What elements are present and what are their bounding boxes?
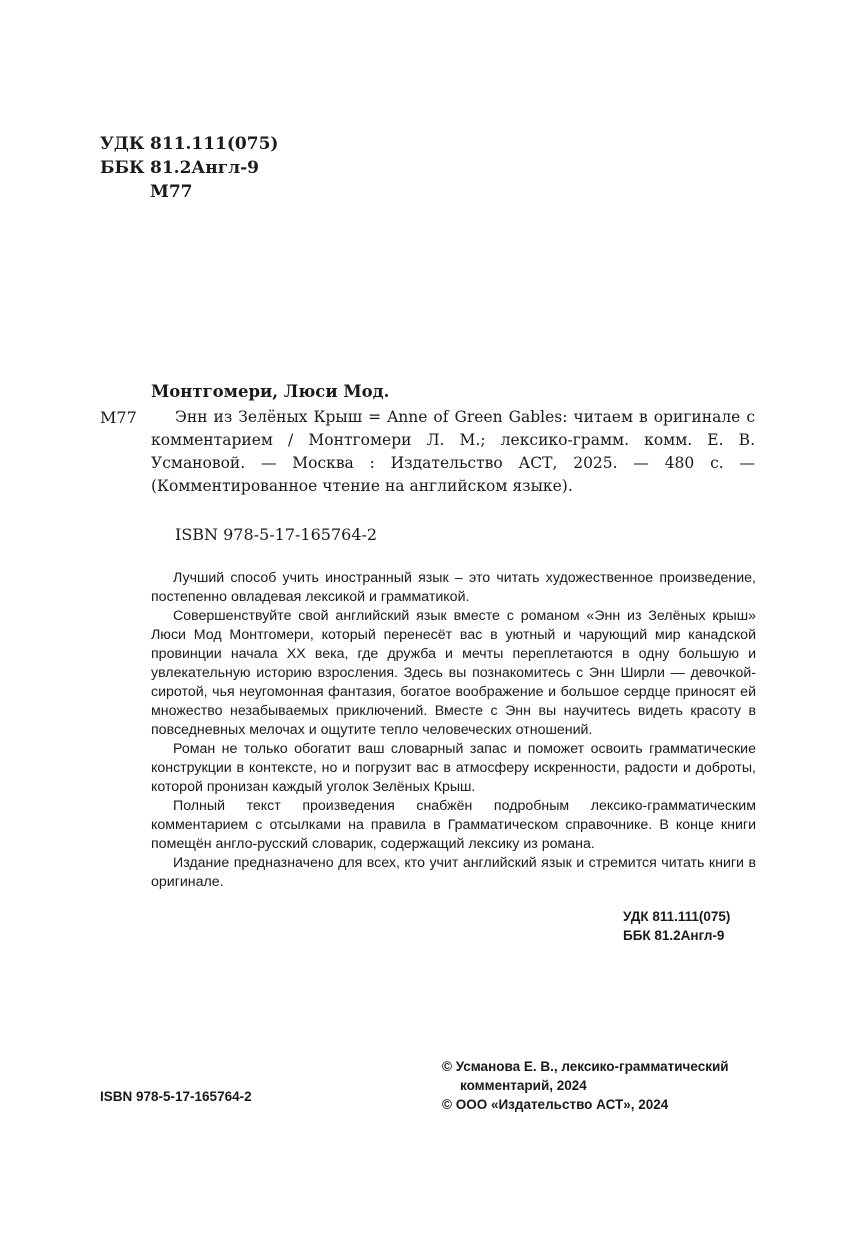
entry-author: Монтгомери, Люси Мод. — [151, 382, 390, 401]
udk-label: УДК — [100, 134, 145, 154]
author-mark-row — [100, 180, 278, 204]
annotation-paragraph: Издание предназначено для всех, кто учит английский язык и стремится читать книги в оригинале. — [151, 855, 756, 890]
bbk-label: ББК — [100, 158, 145, 178]
bbk-value: 81.2Англ-9 — [150, 158, 259, 178]
udk-value: 811.111(075) — [150, 134, 279, 154]
udk-repeat: УДК 811.111(075) — [623, 909, 731, 924]
annotation — [151, 569, 756, 892]
bbk-row — [100, 156, 278, 180]
udk-row — [100, 132, 278, 156]
copyright-author-line2: комментарий, 2024 — [460, 1078, 587, 1093]
entry-description-text: Энн из Зелёных Крыш = Anne of Green Gables: читаем в оригинале с комментарием / Монтгомери Л. М.; лексико-грамм. комм. Е. В. Усмановой. — Москва : Издательство АСТ, 2025. — 480 с. — (Комментированное чтение на английском языке). — [151, 408, 755, 495]
copyright-block — [442, 1057, 729, 1114]
entry-isbn: ISBN 978-5-17-165764-2 — [175, 525, 378, 544]
copyright-publisher: © ООО «Издательство АСТ», 2024 — [442, 1097, 669, 1112]
author-mark: М77 — [150, 182, 193, 202]
bbk-repeat: ББК 81.2Англ-9 — [623, 928, 725, 943]
annotation-paragraph: Роман не только обогатит ваш словарный запас и поможет освоить грамматические конструкции в контексте, но и погрузит вас в атмосферу искренности, радости и доброты, которой пронизан каждый уголок Зелёных Крыш. — [151, 741, 756, 795]
classification-repeat — [623, 907, 730, 945]
entry-code: М77 — [100, 408, 137, 427]
classification-block — [100, 132, 278, 204]
annotation-paragraph: Совершенствуйте свой английский язык вместе с романом «Энн из Зелёных крыш» Люси Мод Монтгомери, который перенесёт вас в уютный и чарующий мир канадской провинции начала XX века, где дружба и мечты переплетаются в одну большую и увлекательную историю взросления. Здесь вы познакомитесь с Энн Ширли — девочкой-сиротой, чья неугомонная фантазия, богатое воображение и большое сердце приносят ей множество незабываемых приключений. Вместе с Энн вы научитесь видеть красоту в повседневных мелочах и ощутите тепло человеческих отношений. — [151, 608, 756, 738]
copyright-author-line1: © Усманова Е. В., лексико-грамматический — [442, 1059, 729, 1074]
entry-description — [151, 406, 755, 498]
annotation-paragraph: Лучший способ учить иностранный язык – это читать художественное произведение, постепенно овладевая лексикой и грамматикой. — [151, 570, 756, 605]
footer-isbn: ISBN 978-5-17-165764-2 — [100, 1089, 252, 1104]
annotation-paragraph: Полный текст произведения снабжён подробным лексико-грамматическим комментарием с отсылками на правила в Грамматическом справочнике. В конце книги помещён англо-русский словарик, содержащий лексику из романа. — [151, 798, 756, 852]
